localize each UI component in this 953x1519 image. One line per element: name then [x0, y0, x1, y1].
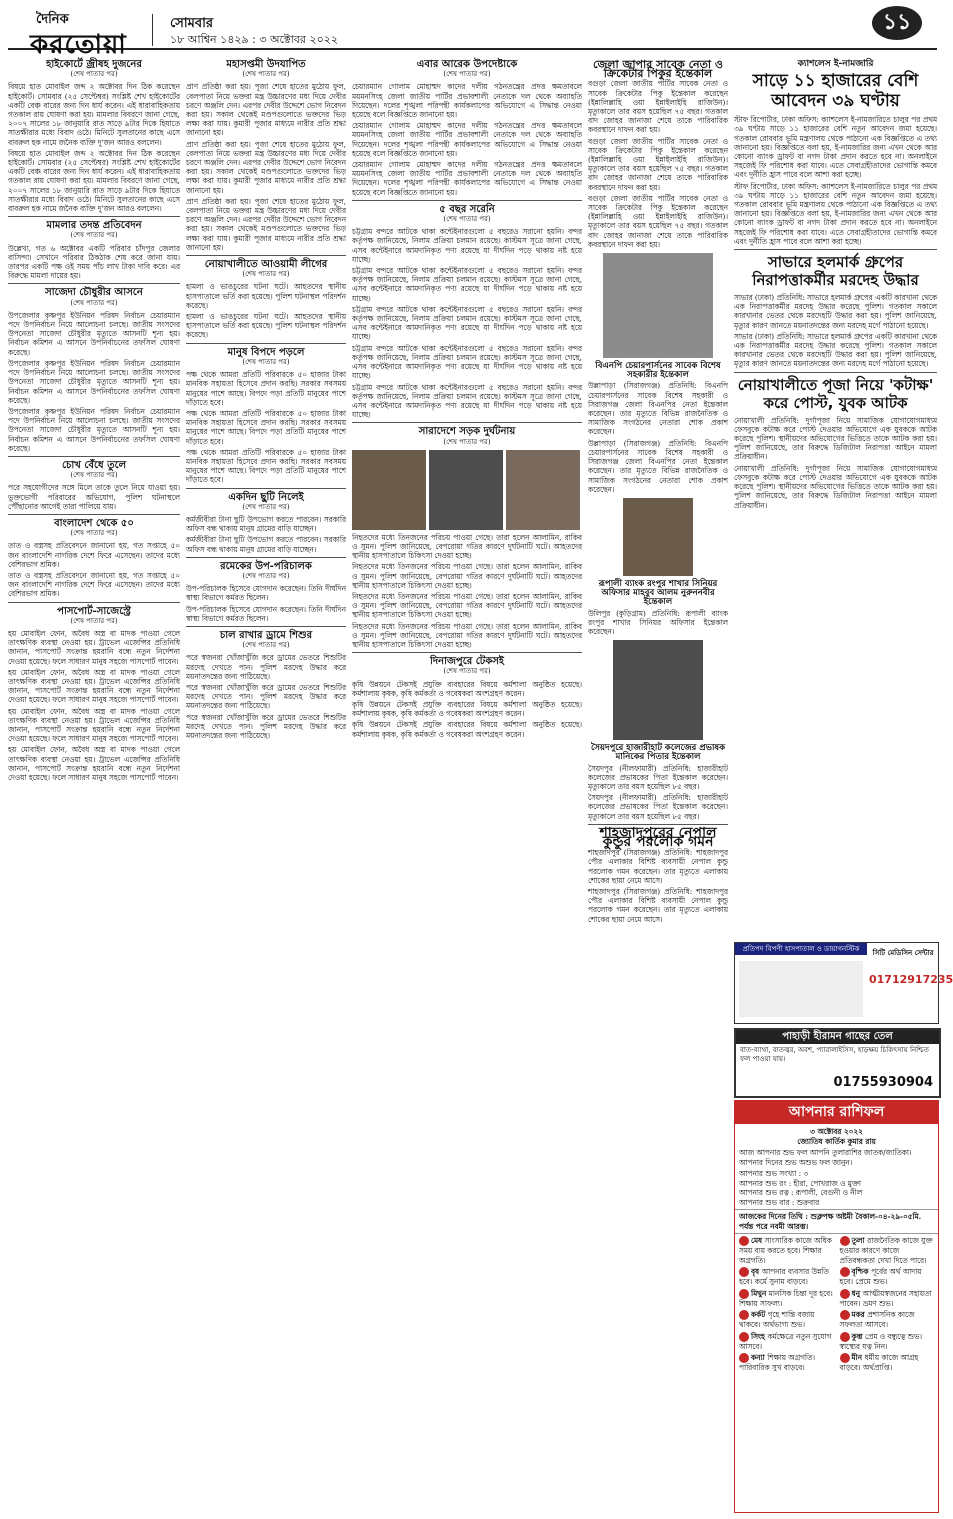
article-body: কর্মজীবীরা টানা ছুটি উপভোগ করতে পারবেন। সরকারি অফিস বন্ধ থাকায় মানুষ গ্রামের বাড়ি যাচ্ছেন।: [186, 514, 346, 534]
article-body: কৃষি উন্নয়নে টেকসই প্রযুক্তি ব্যবহারের বিষয়ে কর্মশালা অনুষ্ঠিত হয়েছে। কর্মশালায় কৃষক, কৃষি কর্মকর্তা ও গবেষকরা অংশগ্রহণ করেন।: [352, 720, 582, 739]
lucky-list: [735, 1169, 938, 1207]
zodiac-entry: [739, 1236, 834, 1265]
continued-label: (শেষ পাতার পর): [443, 667, 491, 676]
zodiac-entry: [739, 1332, 834, 1352]
zodiac-icon: [840, 1310, 850, 1320]
headline: ৫ বছর সরেনি: [439, 203, 495, 215]
zodiac-entry: [739, 1310, 834, 1330]
zodiac-entry: [739, 1267, 834, 1287]
clinic-side: [869, 943, 953, 1023]
divider: [186, 557, 346, 558]
article-body: কর্মজীবীরা টানা ছুটি উপভোগ করতে পারবেন। সরকারি অফিস বন্ধ থাকায় মানুষ গ্রামের বাড়ি যাচ্ছেন।: [186, 535, 346, 554]
continued-label: (শেষ পাতার পর): [70, 231, 118, 240]
zodiac-icon: [840, 1353, 850, 1363]
headline: চাল রাখার ড্রামে শিশুর: [219, 629, 313, 641]
zodiac-text: আত্মীয়স্বজনের সহায়তা পাবেন। ভ্রমণ শুভ।: [839, 1288, 932, 1308]
clinic-ad-body: [739, 961, 863, 1017]
photo-caption: সৈয়দপুরে হাজারীহাট কলেজের প্রভাষক মানিকের পিতার ইন্তেকাল: [590, 743, 726, 763]
article-body: চেয়ারম্যান গোলাম মোহাম্মদ কাদের দলীয় গঠনতন্ত্রের প্রদত্ত ক্ষমতাবলে ময়মনসিংহ জেলা জাতীয় পার্টির প্রভাবশালী নেতাকে দল থেকে অব্যাহতি দিয়েছেন। দলের শৃঙ্খলা পরিপন্থী কার্যকলাপের অভিযোগে এ সিদ্ধান্ত নেওয়া হয়েছে বলে বিজ্ঞপ্তিতে জানানো হয়।: [352, 82, 582, 120]
article-body: সাভার (ঢাকা) প্রতিনিধি: সাভারে হলমার্ক গ্রুপের একটি কারখানা থেকে এক নিরাপত্তাকর্মীর মরদেহ উদ্ধার করেছে পুলিশ। গতকাল সকালে কারখানার ভেতর থেকে মরদেহটি উদ্ধার করা হয়। পুলিশ জানিয়েছে, মৃত্যুর কারণ জানতে ময়নাতদন্তের জন্য মরদেহ মর্গে পাঠানো হয়েছে।: [734, 293, 937, 330]
article-body: হামলা ও ভাঙচুরের ঘটনা ঘটে। আহতদের স্থানীয় হাসপাতালে ভর্তি করা হয়েছে। পুলিশ ঘটনাস্থল পরিদর্শন করেছে।: [186, 312, 346, 340]
zodiac-name: কর্কট: [751, 1310, 768, 1319]
article-body: প্রাণ প্রতিষ্ঠা করা হয়। পূজা শেষে হাতের মুঠোয় ফুল, বেলপাতা নিয়ে ভক্তরা মন্ত্র উচ্চারণের মধ্য দিয়ে দেবীর চরণে অঞ্জলি দেন। এরপর দেবীর উদ্দেশে ভোগ নিবেদন করা হয়। সকাল থেকেই মণ্ডপগুলোতে ভক্তদের ভিড় লক্ষ্য করা যায়। কুমারী পূজার মাধ্যমে নারীর প্রতি শ্রদ্ধা জানানো হয়।: [186, 139, 346, 195]
article-body: শাহজাদপুর (সিরাজগঞ্জ) প্রতিনিধি: শাহজাদপুর পৌর এলাকার বিশিষ্ট ব্যবসায়ী নেপাল কুন্ডু পরলোক গমন করেছেন। তার মৃত্যুতে এলাকায় শোকের ছায়া নেমে আসে।: [588, 886, 728, 924]
zodiac-name: ধনু: [851, 1288, 863, 1298]
zodiac-icon: [840, 1289, 850, 1299]
zodiac-name: মেষ: [751, 1236, 765, 1245]
article-body: চট্টগ্রাম বন্দরে আটকে থাকা কন্টেইনারগুলো ৫ বছরেও সরানো হয়নি। বন্দর কর্তৃপক্ষ জানিয়েছে, নিলাম প্রক্রিয়া চলমান রয়েছে। কাস্টমস সূত্রে জানা গেছে, এসব কন্টেইনারে আমদানিকৃত পণ্য রয়েছে যা দীর্ঘদিন পড়ে থাকায় নষ্ট হয়ে যাচ্ছে।: [352, 382, 582, 420]
article-body: নিহতদের মধ্যে তিনজনের পরিচয় পাওয়া গেছে। তারা হলেন আলামিন, রাকিব ও সুমন। পুলিশ জানিয়েছে, বেপরোয়া গতির কারণে দুর্ঘটনাটি ঘটে। আহতদের স্থানীয় হাসপাতালে চিকিৎসা দেওয়া হচ্ছে।: [352, 562, 582, 590]
column-3: [352, 56, 582, 1511]
oil-ad-title: পাহাড়ী হীরামন গাছের তেল: [736, 1030, 939, 1044]
lead-headline: সাড়ে ১১ হাজারের বেশি আবেদন ৩৯ ঘণ্টায়: [752, 71, 919, 112]
zodiac-name: বৃশ্চিক: [851, 1267, 872, 1276]
article-body: বিষয়ে হাত মোবাইল জব্দ ২ অক্টোবর দিন ঠিক করেছেন হাইকোর্ট। সোমবার (২৫ সেপ্টেম্বর) সংশ্লিষ্ট শেখ হাইকোর্টের একটি বেঞ্চ বারের জন্য দিন ধার্য করেন। এই ধারাবাহিকতায় গতকাল রায় ঘোষণা করা হয়। মামলার বিবরণে জানা গেছে, ২০০৭ সালের ১৮ জানুয়ারি রাত সাড়ে ৯টার দিকে হিযাতে সাতক্ষীরার মধ্যে বিবাদ ওঠে। মিনিটে সুলতানের কাছে এসে বাবরুল হক নামে জনৈক ব্যক্তি দু'জন আরও বললেন।: [8, 82, 180, 147]
zodiac-name: কুম্ভ: [851, 1331, 865, 1341]
column-4: [588, 56, 728, 1511]
article-body: বগুড়া জেলা জাতীয় পার্টির সাবেক নেতা ও সাবেক ক্রিকেটার পিকু ইন্তেকাল করেছেন (ইন্নালিল্লাহি ওয়া ইন্নাইলাইহি রাজিউন)। মৃত্যুকালে তার বয়স হয়েছিল ৭৫ বছর। গতকাল বাদ জোহর জানাজা শেষে তাকে পারিবারিক কবরস্থানে দাফন করা হয়।: [588, 79, 728, 135]
article-body: চেয়ারম্যান গোলাম মোহাম্মদ কাদের দলীয় গঠনতন্ত্রের প্রদত্ত ক্ষমতাবলে ময়মনসিংহ জেলা জাতীয় পার্টির প্রভাবশালী নেতাকে দল থেকে অব্যাহতি দিয়েছেন। দলের শৃঙ্খলা পরিপন্থী কার্যকলাপের অভিযোগে এ সিদ্ধান্ত নেওয়া হয়েছে বলে বিজ্ঞপ্তিতে জানানো হয়।: [352, 160, 582, 197]
divider: [186, 255, 346, 256]
headline: মামলার তদন্ত প্রতিবেদন: [46, 220, 142, 232]
article-body: হয় মোবাইল ফোন, অবৈধ অস্ত্র বা মাদক পাওয়া গেলে তাৎক্ষণিক ব্যবস্থা নেওয়া হয়। ট্রাভেল এজেন্সির প্রতিনিধি জানান, পাসপোর্ট সংক্রান্ত হয়রানি বন্ধে নতুন নির্দেশনা দেওয়া হয়েছে। ফলে সাধারণ মানুষ সহজে পাসপোর্ট পাবেন।: [8, 745, 180, 783]
article-body: উপজেলার কৃষ্ণপুর ইউনিয়ন পরিষদ নির্বাচন চেয়ারম্যান পদে উপনির্বাচন নিয়ে আলোচনা চলছে। জাতীয় সংসদের উপনেতা সাজেদা চৌধুরীর মৃত্যুতে আসনটি শূন্য হয়। নির্বাচন কমিশন এ আসনে উপনির্বাচনের তফসিল ঘোষণা করেছে।: [8, 406, 180, 453]
zodiac-icon: [739, 1310, 749, 1320]
article-body: উপজেলার কৃষ্ণপুর ইউনিয়ন পরিষদ নির্বাচন চেয়ারম্যান পদে উপনির্বাচন নিয়ে আলোচনা চলছে। জাতীয় সংসদের উপনেতা সাজেদা চৌধুরীর মৃত্যুতে আসনটি শূন্য হয়। নির্বাচন কমিশন এ আসনে উপনির্বাচনের তফসিল ঘোষণা করেছে।: [8, 358, 180, 405]
zodiac-icon: [840, 1332, 850, 1342]
article-body: পরে সহযোগীদের সঙ্গে মিলে তাকে তুলে নিয়ে যাওয়া হয়। ভুক্তভোগী পরিবারের অভিযোগ, পুলিশ ঘটনাস্থলে পৌঁছানোর আগেই তারা পালিয়ে যায়।: [8, 483, 180, 511]
headline: পাসপোর্ট-সাজেস্ট্রে: [57, 605, 131, 617]
article-body: বগুড়া জেলা জাতীয় পার্টির সাবেক নেতা ও সাবেক ক্রিকেটার পিকু ইন্তেকাল করেছেন (ইন্নালিল্লাহি ওয়া ইন্নাইলাইহি রাজিউন)। মৃত্যুকালে তার বয়স হয়েছিল ৭৫ বছর। গতকাল বাদ জোহর জানাজা শেষে তাকে পারিবারিক কবরস্থানে দাফন করা হয়।: [588, 136, 728, 192]
headline: চোখ বেঁধে তুলে: [61, 459, 127, 471]
zodiac-name: মিথুন: [751, 1288, 769, 1298]
article-body: প্রাণ প্রতিষ্ঠা করা হয়। পূজা শেষে হাতের মুঠোয় ফুল, বেলপাতা নিয়ে ভক্তরা মন্ত্র উচ্চারণের মধ্য দিয়ে দেবীর চরণে অঞ্জলি দেন। এরপর দেবীর উদ্দেশে ভোগ নিবেদন করা হয়। সকাল থেকেই মণ্ডপগুলোতে ভক্তদের ভিড় লক্ষ্য করা যায়। কুমারী পূজার মাধ্যমে নারীর প্রতি শ্রদ্ধা জানানো হয়।: [186, 82, 346, 138]
zodiac-icon: [739, 1267, 749, 1277]
article-body: নোয়াখালী প্রতিনিধি: দুর্গাপূজা নিয়ে সামাজিক যোগাযোগমাধ্যম ফেসবুকে কটাক্ষ করে পোস্ট দেওয়ার অভিযোগে এক যুবককে আটক করেছে পুলিশ। স্থানীয়দের অভিযোগের ভিত্তিতে তাকে আটক করা হয়। পুলিশ জানিয়েছে, তার বিরুদ্ধে ডিজিটাল নিরাপত্তা আইনে মামলা প্রক্রিয়াধীন।: [734, 463, 937, 510]
oil-ad: [734, 1028, 941, 1098]
zodiac-entry: [840, 1289, 935, 1309]
zodiac-name: বৃষ: [751, 1267, 762, 1276]
masthead-divider: [152, 14, 153, 46]
clinic-phone: 01712917235: [869, 973, 953, 986]
continued-label: (শেষ পাতার পর): [242, 641, 290, 650]
article-body: পরে স্বজনরা খোঁজাখুঁজি করে ড্রামের ভেতরে শিশুটির মরদেহ দেখতে পান। পুলিশ মরদেহ উদ্ধার করে ময়নাতদন্তের জন্য পাঠিয়েছে।: [186, 682, 346, 711]
zodiac-icon: [739, 1289, 749, 1299]
horoscope-box: [734, 1100, 939, 1513]
divider: [734, 249, 937, 250]
article-body: সাভার (ঢাকা) প্রতিনিধি: সাভারে হলমার্ক গ্রুপের একটি কারখানা থেকে এক নিরাপত্তাকর্মীর মরদেহ উদ্ধার করেছে পুলিশ। গতকাল সকালে কারখানার ভেতর থেকে মরদেহটি উদ্ধার করা হয়। পুলিশ জানিয়েছে, মৃত্যুর কারণ জানতে ময়নাতদন্তের জন্য মরদেহ মর্গে পাঠানো হয়েছে।: [734, 331, 937, 369]
zodiac-text: আপনার ব্যবসার উন্নতি হবে। কর্মে সুনাম বাড়বে।: [739, 1267, 829, 1286]
article-body: নিহতদের মধ্যে তিনজনের পরিচয় পাওয়া গেছে। তারা হলেন আলামিন, রাকিব ও সুমন। পুলিশ জানিয়েছে, বেপরোয়া গতির কারণে দুর্ঘটনাটি ঘটে। আহতদের স্থানীয় হাসপাতালে চিকিৎসা দেওয়া হচ্ছে।: [352, 532, 582, 561]
photo-caption: রূপালী ব্যাংক রংপুর শাখার সিনিয়র অফিসার মাহবুব আলম নুরুননবীর ইন্তেকাল: [598, 578, 718, 608]
headline: নোয়াখালীতে আওয়ামী লীগের: [204, 259, 328, 271]
newspaper-logo: করতোয়া: [30, 30, 127, 60]
zodiac-name: তুলা: [851, 1236, 868, 1245]
continued-label: (শেষ পাতার পর): [242, 571, 290, 580]
article-body: হয় মোবাইল ফোন, অবৈধ অস্ত্র বা মাদক পাওয়া গেলে তাৎক্ষণিক ব্যবস্থা নেওয়া হয়। ট্রাভেল এজেন্সির প্রতিনিধি জানান, পাসপোর্ট সংক্রান্ত হয়রানি বন্ধে নতুন নির্দেশনা দেওয়া হয়েছে। ফলে সাধারণ মানুষ সহজে পাসপোর্ট পাবেন।: [8, 706, 180, 744]
article-body: উল্লেখ্য, গত ৬ অক্টোবর একটি পরিবার চাঁদপুর জেলার বাসিন্দা। সেখানে পরিবার ঠিকঠাক শেষ করে জানা যায়। তারপর একটি পক্ষ ওই সময় পাঁচ লাখ টাকা দাবি করে। এর বিরুদ্ধে মামলা দায়ের হয়।: [8, 243, 180, 281]
masthead: [8, 8, 937, 50]
zodiac-text: মানসিক চিন্তা দূর হবে। শিক্ষায় সাফল্য।: [739, 1288, 833, 1308]
divider: [8, 602, 180, 603]
article-body: হয় মোবাইল ফোন, অবৈধ অস্ত্র বা মাদক পাওয়া গেলে তাৎক্ষণিক ব্যবস্থা নেওয়া হয়। ট্রাভেল এজেন্সির প্রতিনিধি জানান, পাসপোর্ট সংক্রান্ত হয়রানি বন্ধে নতুন নির্দেশনা দেওয়া হয়েছে। ফলে সাধারণ মানুষ সহজে পাসপোর্ট পাবেন।: [8, 628, 180, 666]
zodiac-entry: [840, 1353, 935, 1373]
portrait-photo: [623, 498, 693, 576]
article-body: উপ-পরিচালক হিসেবে যোগদান করেছেন। তিনি দীর্ঘদিন স্বাস্থ্য বিভাগে কর্মরত ছিলেন।: [186, 604, 346, 623]
article-body: তাত ও বস্ত্রসহ প্রতিবেদনে জানানো হয়, গত সপ্তাহে ৫০ জন বাংলাদেশি নাগরিক দেশে ফিরে এসেছেন। তাদের মধ্যে বেশিরভাগ শ্রমিক।: [8, 570, 180, 599]
headline: সারাদেশে সড়ক দুর্ঘটনায়: [418, 426, 516, 438]
zodiac-text: প্রশাসনিক কাজে সফলতা আসবে।: [839, 1310, 915, 1329]
article-body: চট্টগ্রাম বন্দরে আটকে থাকা কন্টেইনারগুলো ৫ বছরেও সরানো হয়নি। বন্দর কর্তৃপক্ষ জানিয়েছে, নিলাম প্রক্রিয়া চলমান রয়েছে। কাস্টমস সূত্রে জানা গেছে, এসব কন্টেইনারে আমদানিকৃত পণ্য রয়েছে যা দীর্ঘদিন পড়ে থাকায় নষ্ট হয়ে যাচ্ছে।: [352, 343, 582, 381]
zodiac-entry: [840, 1267, 935, 1287]
headline: হাইকোর্টে জ্রীষহ দুজনের: [46, 59, 142, 70]
column-5: [734, 56, 937, 936]
article-body: উলিপুর (কুড়িগ্রাম) প্রতিনিধি: রূপালী ব্যাংক রংপুর শাখার সিনিয়র অফিসার ইন্তেকাল করেছেন।: [588, 608, 728, 636]
zodiac-icon: [739, 1332, 749, 1342]
divider: [8, 456, 180, 457]
article-body: উপ-পরিচালক হিসেবে যোগদান করেছেন। তিনি দীর্ঘদিন স্বাস্থ্য বিভাগে কর্মরত ছিলেন।: [186, 584, 346, 603]
article-body: সৈয়দপুর (নীলফামারী) প্রতিনিধি: হাজারীহাট কলেজের প্রভাষকের পিতা ইন্তেকাল করেছেন। মৃত্যুকালে তার বয়স হয়েছিল ৮৫ বছর।: [588, 793, 728, 821]
article-body: বিষয়ে হাত মোবাইল জব্দ ২ অক্টোবর দিন ঠিক করেছেন হাইকোর্ট। সোমবার (২৫ সেপ্টেম্বর) সংশ্লিষ্ট শেখ হাইকোর্টের একটি বেঞ্চ বারের জন্য দিন ধার্য করেন। এই ধারাবাহিকতায় গতকাল রায় ঘোষণা করা হয়। মামলার বিবরণে জানা গেছে, ২০০৭ সালের ১৮ জানুয়ারি রাত সাড়ে ৯টার দিকে হিযাতে সাতক্ষীরার মধ্যে বিবাদ ওঠে। মিনিটে সুলতানের কাছে এসে বাবরুল হক নামে জনৈক ব্যক্তি দু'জন আরও বললেন।: [8, 148, 180, 214]
continued-label: (শেষ পাতার পর): [70, 471, 118, 480]
divider: [352, 200, 582, 201]
divider: [352, 652, 582, 653]
article-body: স্টাফ রিপোর্টার, ঢাকা অফিস: ক্যাশলেস ই-নামজারিতে চালুর পর প্রথম ৩৯ ঘণ্টায় সাড়ে ১১ হাজারের বেশি নতুন আবেদন জমা হয়েছে। গতকাল রোববার ভূমি মন্ত্রণালয় থেকে পাঠানো এক বিজ্ঞপ্তিতে এ তথ্য জানানো হয়। বিজ্ঞপ্তিতে বলা হয়, ই-নামজারির জন্য এখন থেকে আর কোনো ব্যাংক ড্রাফট বা নগদ টাকা প্রদান করতে হবে না। অনলাইনে সহজেই ফি পরিশোধ করা যাবে। এতে সেবাগ্রহীতাদের ভোগান্তি কমবে এবং দুর্নীতি হ্রাস পাবে বলে আশা করা হচ্ছে।: [734, 181, 937, 246]
victim-photo: [506, 450, 580, 530]
article-body: পক্ষ থেকে আমরা প্রতিটি পরিবারকে ৫০ হাজার টাকা মানবিক সহায়তা হিসেবে প্রদান করছি। সরকার সবসময় মানুষের পাশে আছে। বিপদে পড়া প্রতিটি মানুষের পাশে দাঁড়াতে হবে।: [186, 370, 346, 407]
zodiac-entry: [840, 1310, 935, 1330]
divider: [186, 488, 346, 489]
zodiac-text: শিক্ষায় অগ্রগতি। পারিবারিক সুখ বাড়বে।: [739, 1353, 816, 1372]
article-body: চট্টগ্রাম বন্দরে আটকে থাকা কন্টেইনারগুলো ৫ বছরেও সরানো হয়নি। বন্দর কর্তৃপক্ষ জানিয়েছে, নিলাম প্রক্রিয়া চলমান রয়েছে। কাস্টমস সূত্রে জানা গেছে, এসব কন্টেইনারে আমদানিকৃত পণ্য রয়েছে যা দীর্ঘদিন পড়ে থাকায় নষ্ট হয়ে যাচ্ছে।: [352, 227, 582, 264]
article-body: চট্টগ্রাম বন্দরে আটকে থাকা কন্টেইনারগুলো ৫ বছরেও সরানো হয়নি। বন্দর কর্তৃপক্ষ জানিয়েছে, নিলাম প্রক্রিয়া চলমান রয়েছে। কাস্টমস সূত্রে জানা গেছে, এসব কন্টেইনারে আমদানিকৃত পণ্য রয়েছে যা দীর্ঘদিন পড়ে থাকায় নষ্ট হয়ে যাচ্ছে।: [352, 266, 582, 303]
issue-date: ১৮ আশ্বিন ১৪২৯ : ৩ অক্টোবর ২০২২: [170, 33, 339, 46]
tithi-line: আজকের দিনের তিথি : শুক্লপক্ষ অষ্টমী বৈকাল-০৪-২৯-০৫মি. পর্যন্ত পরে নবমী আরম্ভ।: [735, 1209, 938, 1234]
divider: [352, 422, 582, 423]
continued-label: (শেষ পাতার পর): [443, 215, 491, 224]
article-body: উল্লাপাড়া (সিরাজগঞ্জ) প্রতিনিধি: বিএনপি চেয়ারপার্সনের সাবেক বিশেষ সহকারী ও সিরাজগঞ্জ জেলা বিএনপির নেতা ইন্তেকাল করেছেন। তার মৃত্যুতে বিভিন্ন রাজনৈতিক ও সামাজিক সংগঠনের নেতারা শোক প্রকাশ করেছেন।: [588, 381, 728, 437]
zodiac-text: প্রেম ও বন্ধুত্বে শুভ। স্বাস্থ্যের যত্ন নিন।: [839, 1331, 923, 1351]
divider: [186, 343, 346, 344]
zodiac-text: পূর্বের অর্থ আদায় হবে। প্রেমে শুভ।: [839, 1267, 922, 1286]
continued-label: (শেষ পাতার পর): [443, 70, 491, 79]
horoscope-author: জ্যোতিষ কার্তিক কুমার রায়: [797, 1136, 876, 1146]
divider: [186, 626, 346, 627]
clinic-side-title: সিটি মেডিসিন সেন্টার: [872, 949, 934, 957]
horoscope-date: ৩ অক্টোবর ২০২২: [810, 1127, 863, 1136]
zodiac-text: গৃহে শান্তি বজায় থাকবে। অর্থভাগ্য শুভ।: [739, 1310, 815, 1329]
headline: মহাসপ্তমী উদযাপিত: [226, 59, 306, 70]
zodiac-icon: [840, 1267, 850, 1277]
divider: [8, 514, 180, 515]
headline: দিনাজপুরে টেকসই: [429, 656, 505, 668]
article-body: নিহতদের মধ্যে তিনজনের পরিচয় পাওয়া গেছে। তারা হলেন আলামিন, রাকিব ও সুমন। পুলিশ জানিয়েছে, বেপরোয়া গতির কারণে দুর্ঘটনাটি ঘটে। আহতদের স্থানীয় হাসপাতালে চিকিৎসা দেওয়া হচ্ছে।: [352, 621, 582, 649]
issue-day: সোমবার: [170, 16, 214, 31]
article-body: হামলা ও ভাঙচুরের ঘটনা ঘটে। আহতদের স্থানীয় হাসপাতালে ভর্তি করা হয়েছে। পুলিশ ঘটনাস্থল পরিদর্শন করেছে।: [186, 282, 346, 310]
zodiac-name: মকর: [851, 1310, 868, 1319]
article-body: উপজেলার কৃষ্ণপুর ইউনিয়ন পরিষদ নির্বাচন চেয়ারম্যান পদে উপনির্বাচন নিয়ে আলোচনা চলছে। জাতীয় সংসদের উপনেতা সাজেদা চৌধুরীর মৃত্যুতে আসনটি শূন্য হয়। নির্বাচন কমিশন এ আসনে উপনির্বাচনের তফসিল ঘোষণা করেছে।: [8, 310, 180, 357]
zodiac-name: কন্যা: [751, 1353, 768, 1362]
divider: [8, 216, 180, 217]
continued-label: (শেষ পাতার পর): [70, 616, 118, 625]
clinic-ad: [734, 942, 953, 1024]
zodiac-name: মীন: [851, 1353, 865, 1362]
article-body: সৈয়দপুর (নীলফামারী) প্রতিনিধি: হাজারীহাট কলেজের প্রভাষকের পিতা ইন্তেকাল করেছেন। মৃত্যুকালে তার বয়স হয়েছিল ৮৫ বছর।: [588, 763, 728, 791]
zodiac-icon: [739, 1236, 749, 1246]
article-body: পক্ষ থেকে আমরা প্রতিটি পরিবারকে ৫০ হাজার টাকা মানবিক সহায়তা হিসেবে প্রদান করছি। সরকার সবসময় মানুষের পাশে আছে। বিপদে পড়া প্রতিটি মানুষের পাশে দাঁড়াতে হবে।: [186, 447, 346, 485]
zodiac-text: ধর্মীয় কাজে আগ্রহ বাড়বে। অর্থপ্রাপ্তি।: [839, 1353, 919, 1372]
headline: একদিন ছুটি নিলেই: [228, 491, 304, 503]
continued-label: (শেষ পাতার পর): [70, 529, 118, 538]
article-body: চেয়ারম্যান গোলাম মোহাম্মদ কাদের দলীয় গঠনতন্ত্রের প্রদত্ত ক্ষমতাবলে ময়মনসিংহ জেলা জাতীয় পার্টির প্রভাবশালী নেতাকে দল থেকে অব্যাহতি দিয়েছেন। দলের শৃঙ্খলা পরিপন্থী কার্যকলাপের অভিযোগে এ সিদ্ধান্ত নেওয়া হয়েছে বলে বিজ্ঞপ্তিতে জানানো হয়।: [352, 121, 582, 158]
headline: জেলা জাপার সাবেক নেতা ও ক্রিকেটার পিকুর ইন্তেকাল: [592, 58, 723, 81]
headline: সাজেদা চৌধুরীর আসনে: [45, 287, 143, 299]
column-1: [8, 56, 180, 1511]
headline: রমেকের উপ-পরিচালক: [220, 560, 312, 572]
zodiac-text: কর্মক্ষেত্রে নতুন সুযোগ আসবে।: [739, 1331, 832, 1351]
continued-label: (শেষ পাতার পর): [242, 70, 290, 79]
victim-photo: [429, 450, 503, 530]
victim-photo: [352, 450, 426, 530]
article-body: উল্লাপাড়া (সিরাজগঞ্জ) প্রতিনিধি: বিএনপি চেয়ারপার্সনের সাবেক বিশেষ সহকারী ও সিরাজগঞ্জ জেলা বিএনপির নেতা ইন্তেকাল করেছেন। তার মৃত্যুতে বিভিন্ন রাজনৈতিক ও সামাজিক সংগঠনের নেতারা শোক প্রকাশ করেছেন।: [588, 438, 728, 494]
logo-small: দৈনিক: [36, 12, 69, 27]
oil-ad-body: বাত-ব্যাথা, বাতজ্বর, অবশ, প্যারালাইসিস, হাড়ক্ষয় চিকিৎসায় নিশ্চিত ফল পাওয়া যায়।: [740, 1046, 929, 1063]
divider: [8, 283, 180, 284]
article-body: কৃষি উন্নয়নে টেকসই প্রযুক্তি ব্যবহারের বিষয়ে কর্মশালা অনুষ্ঠিত হয়েছে। কর্মশালায় কৃষক, কৃষি কর্মকর্তা ও গবেষকরা অংশগ্রহণ করেন।: [352, 679, 582, 698]
horoscope-title: আপনার রাশিফল: [735, 1101, 938, 1124]
headline: মানুষ বিপদে পড়লে: [227, 346, 305, 358]
kicker: ক্যাশলেস ই-নামজারি: [797, 59, 874, 69]
column-2: [186, 56, 346, 1511]
zodiac-name: সিংহ: [751, 1331, 768, 1341]
zodiac-entry: [739, 1289, 834, 1309]
article-body: প্রাণ প্রতিষ্ঠা করা হয়। পূজা শেষে হাতের মুঠোয় ফুল, বেলপাতা নিয়ে ভক্তরা মন্ত্র উচ্চারণের মধ্য দিয়ে দেবীর চরণে অঞ্জলি দেন। এরপর দেবীর উদ্দেশে ভোগ নিবেদন করা হয়। সকাল থেকেই মণ্ডপগুলোতে ভক্তদের ভিড় লক্ষ্য করা যায়। কুমারী পূজার মাধ্যমে নারীর প্রতি শ্রদ্ধা জানানো হয়।: [186, 196, 346, 252]
article-body: হয় মোবাইল ফোন, অবৈধ অস্ত্র বা মাদক পাওয়া গেলে তাৎক্ষণিক ব্যবস্থা নেওয়া হয়। ট্রাভেল এজেন্সির প্রতিনিধি জানান, পাসপোর্ট সংক্রান্ত হয়রানি বন্ধে নতুন নির্দেশনা দেওয়া হয়েছে। ফলে সাধারণ মানুষ সহজে পাসপোর্ট পাবেন।: [8, 667, 180, 705]
horoscope-intro: আজ আপনার শুভ ফল আপনি তুলারাশির জাতক/জাতিকা। আপনার দিনের শুভ অশুভ ফল জানুন।: [739, 1148, 912, 1167]
article-body: নোয়াখালী প্রতিনিধি: দুর্গাপূজা নিয়ে সামাজিক যোগাযোগমাধ্যম ফেসবুকে কটাক্ষ করে পোস্ট দেওয়ার অভিযোগে এক যুবককে আটক করেছে পুলিশ। স্থানীয়দের অভিযোগের ভিত্তিতে তাকে আটক করা হয়। পুলিশ জানিয়েছে, তার বিরুদ্ধে ডিজিটাল নিরাপত্তা আইনে মামলা প্রক্রিয়াধীন।: [734, 415, 937, 462]
divider: [734, 372, 937, 373]
oil-ad-phone: 01755930904: [833, 1075, 933, 1090]
continued-label: (শেষ পাতার পর): [242, 270, 290, 279]
zodiac-icon: [840, 1236, 850, 1246]
continued-label: (শেষ পাতার পর): [242, 502, 290, 511]
zodiac-text: রাজনৈতিক কাজে যুক্ত হওয়ার কারণে কাজে প্রতিবন্ধকতা দেখা দিতে পারে।: [839, 1236, 933, 1265]
zodiac-entry: [840, 1332, 935, 1352]
page-number: ১১: [872, 6, 922, 40]
headline: সাভারে হলমার্ক গ্রুপের নিরাপত্তাকর্মীর মরদেহ উদ্ধার: [752, 253, 919, 290]
article-body: পক্ষ থেকে আমরা প্রতিটি পরিবারকে ৫০ হাজার টাকা মানবিক সহায়তা হিসেবে প্রদান করছি। সরকার সবসময় মানুষের পাশে আছে। বিপদে পড়া প্রতিটি মানুষের পাশে দাঁড়াতে হবে।: [186, 408, 346, 446]
photo-caption: বিএনপি চেয়ারপার্সনের সাবেক বিশেষ সহকারীর ইন্তেকাল: [595, 361, 721, 381]
article-body: তাত ও বস্ত্রসহ প্রতিবেদনে জানানো হয়, গত সপ্তাহে ৫০ জন বাংলাদেশি নাগরিক দেশে ফিরে এসেছেন। তাদের মধ্যে বেশিরভাগ শ্রমিক।: [8, 541, 180, 569]
continued-label: (শেষ পাতার পর): [443, 437, 491, 446]
lucky-item: আপনার শুভ রত্ন : রূপালী, বেগুনী ও নীল: [739, 1188, 863, 1197]
continued-label: (শেষ পাতার পর): [70, 298, 118, 307]
zodiac-entry: [739, 1353, 834, 1373]
continued-label: (শেষ পাতার পর): [70, 70, 118, 79]
portrait-photo: [613, 640, 703, 740]
lucky-item: আপনার শুভ বার : শুক্রবার: [739, 1197, 820, 1207]
headline: নোয়াখালীতে পূজা নিয়ে 'কটাক্ষ' করে পোস্ট, যুবক আটক: [737, 375, 934, 412]
zodiac-entry: [840, 1236, 935, 1265]
article-body: পরে স্বজনরা খোঁজাখুঁজি করে ড্রামের ভেতরে শিশুটির মরদেহ দেখতে পান। পুলিশ মরদেহ উদ্ধার করে ময়নাতদন্তের জন্য পাঠিয়েছে।: [186, 712, 346, 740]
article-body: কৃষি উন্নয়নে টেকসই প্রযুক্তি ব্যবহারের বিষয়ে কর্মশালা অনুষ্ঠিত হয়েছে। কর্মশালায় কৃষক, কৃষি কর্মকর্তা ও গবেষকরা অংশগ্রহণ করেন।: [352, 699, 582, 719]
clinic-ad-title: প্রতিপদ বিপণী হাসপাতাল ও ডায়াগনস্টিক: [735, 943, 867, 955]
photo-row: [352, 450, 582, 530]
article-body: বগুড়া জেলা জাতীয় পার্টির সাবেক নেতা ও সাবেক ক্রিকেটার পিকু ইন্তেকাল করেছেন (ইন্নালিল্লাহি ওয়া ইন্নাইলাইহি রাজিউন)। মৃত্যুকালে তার বয়স হয়েছিল ৭৫ বছর। গতকাল বাদ জোহর জানাজা শেষে তাকে পারিবারিক কবরস্থানে দাফন করা হয়।: [588, 193, 728, 249]
lucky-item: আপনার শুভ সংখ্যা : ৩: [739, 1169, 809, 1178]
article-body: স্টাফ রিপোর্টার, ঢাকা অফিস: ক্যাশলেস ই-নামজারিতে চালুর পর প্রথম ৩৯ ঘণ্টায় সাড়ে ১১ হাজারের বেশি নতুন আবেদন জমা হয়েছে। গতকাল রোববার ভূমি মন্ত্রণালয় থেকে পাঠানো এক বিজ্ঞপ্তিতে এ তথ্য জানানো হয়। বিজ্ঞপ্তিতে বলা হয়, ই-নামজারির জন্য এখন থেকে আর কোনো ব্যাংক ড্রাফট বা নগদ টাকা প্রদান করতে হবে না। অনলাইনে সহজেই ফি পরিশোধ করা যাবে। এতে সেবাগ্রহীতাদের ভোগান্তি কমবে এবং দুর্নীতি হ্রাস পাবে বলে আশা করা হচ্ছে।: [734, 115, 937, 180]
portrait-photo: [603, 253, 713, 358]
headline: শাহজাদপুরের নেপাল কুন্ডুর পরলোক গমন: [599, 824, 717, 850]
article-body: নিহতদের মধ্যে তিনজনের পরিচয় পাওয়া গেছে। তারা হলেন আলামিন, রাকিব ও সুমন। পুলিশ জানিয়েছে, বেপরোয়া গতির কারণে দুর্ঘটনাটি ঘটে। আহতদের স্থানীয় হাসপাতালে চিকিৎসা দেওয়া হচ্ছে।: [352, 591, 582, 620]
article-body: চট্টগ্রাম বন্দরে আটকে থাকা কন্টেইনারগুলো ৫ বছরেও সরানো হয়নি। বন্দর কর্তৃপক্ষ জানিয়েছে, নিলাম প্রক্রিয়া চলমান রয়েছে। কাস্টমস সূত্রে জানা গেছে, এসব কন্টেইনারে আমদানিকৃত পণ্য রয়েছে যা দীর্ঘদিন পড়ে থাকায় নষ্ট হয়ে যাচ্ছে।: [352, 304, 582, 342]
zodiac-text: সাংসারিক কাজে অধিক সময় ব্যয় করতে হবে। শিক্ষার অগ্রগতি।: [739, 1236, 832, 1265]
continued-label: (শেষ পাতার পর): [242, 357, 290, 366]
headline: বাংলাদেশ থেকে ৫০: [54, 517, 134, 529]
lucky-item: আপনার শুভ রং : হীরা, পোখরাজ ও মুক্তা: [739, 1178, 861, 1188]
article-body: শাহজাদপুর (সিরাজগঞ্জ) প্রতিনিধি: শাহজাদপুর পৌর এলাকার বিশিষ্ট ব্যবসায়ী নেপাল কুন্ডু পরলোক গমন করেছেন। তার মৃত্যুতে এলাকায় শোকের ছায়া নেমে আসে।: [588, 848, 728, 885]
zodiac-icon: [739, 1353, 749, 1363]
zodiac-grid: [735, 1236, 938, 1373]
article-body: পরে স্বজনরা খোঁজাখুঁজি করে ড্রামের ভেতরে শিশুটির মরদেহ দেখতে পান। পুলিশ মরদেহ উদ্ধার করে ময়নাতদন্তের জন্য পাঠিয়েছে।: [186, 653, 346, 681]
headline: এবার আরেক উপদেষ্টাকে: [416, 59, 518, 70]
